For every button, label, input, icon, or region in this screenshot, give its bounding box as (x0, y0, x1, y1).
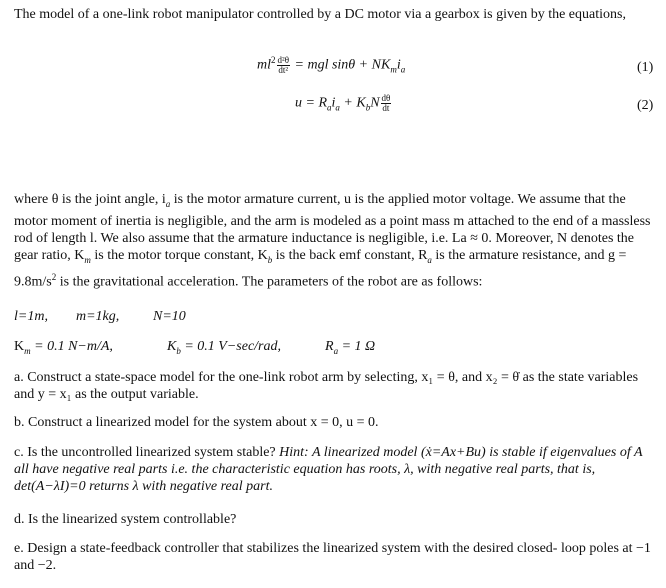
equation-1-number: (1) (637, 60, 654, 75)
part-e: e. Design a state-feedback controller that stabilizes the linearized system with the desired closed- loop poles at −1 and −2. (14, 541, 651, 573)
param-n: N=10 (153, 309, 186, 324)
eq1-fraction: $\frac{\text{d²θ}}{\text{dt²}}$ (277, 54, 290, 75)
equation-1: $ml^2$ $\frac{\text{d²θ}}{\text{dt²}}$ = mgl $\sin\theta + NK_mi_a$ (257, 54, 406, 75)
part-a: a. Construct a state-space model for the one-link robot arm by selecting, x₁ = θ, and x₂ = θ̇ as the state variables and y = x₁ as the output variable. (14, 370, 639, 402)
part-c: c. Is the uncontrolled linearized system stable? Hint: A linearized model (ẋ=Ax+Bu) is stable if eigenvalues of A all have negative real parts i.e. the characteristic equation has roots, λ, with negative real parts, that is, det(A−λI)=0 returns λ with negative real part. (14, 445, 643, 494)
param-m: m=1kg, (76, 309, 120, 324)
part-b: b. Construct a linearized model for the system about x = 0, u = 0. (14, 415, 379, 430)
part-d: d. Is the linearized system controllable? (14, 512, 237, 527)
eq2-fraction: $\frac{d\theta}{dt}$ (381, 93, 391, 113)
part-c-hint: Hint: A linearized model (ẋ=Ax+Bu) is stable if eigenvalues of A all have negative real parts i.e. the characteristic equation has roots, λ, with negative real parts, that is, det(A−λI)=0 returns λ with negative real part. (14, 445, 643, 494)
param-ra: $R_a = 1$ Ω (325, 339, 376, 356)
equation-2: $u = R_ai_a + K_bN$ $\frac{d\theta}{dt}$ (295, 93, 391, 113)
intro-text: The model of a one-link robot manipulator controlled by a DC motor via a gearbox is given by the equations, (14, 7, 626, 22)
equation-2-number: (2) (637, 98, 654, 113)
param-l: l=1m, (14, 309, 48, 324)
param-km: $K_m = 0.1$ N−m/A, (14, 339, 113, 356)
description-paragraph: where θ is the joint angle, $i_a$ is the motor armature current, u is the applied motor voltage. We assume that the motor moment of inertia is negligible, and the arm is modeled as a point mass m attached to the end of a massless rod of length l. We also assume that the armature inductance is negligible, i.e. La ≈ 0. Moreover, N denotes the gear ratio, $K_m$ is the motor torque constant, $K_b$ is the back emf constant, $R_a$ is the armature resistance, and $g = 9.8m/s^2$ is the gravitational acceleration. The parameters of the robot are as follows: (14, 192, 651, 290)
param-kb: $K_b = 0.1$ V−sec/rad, (167, 339, 282, 356)
